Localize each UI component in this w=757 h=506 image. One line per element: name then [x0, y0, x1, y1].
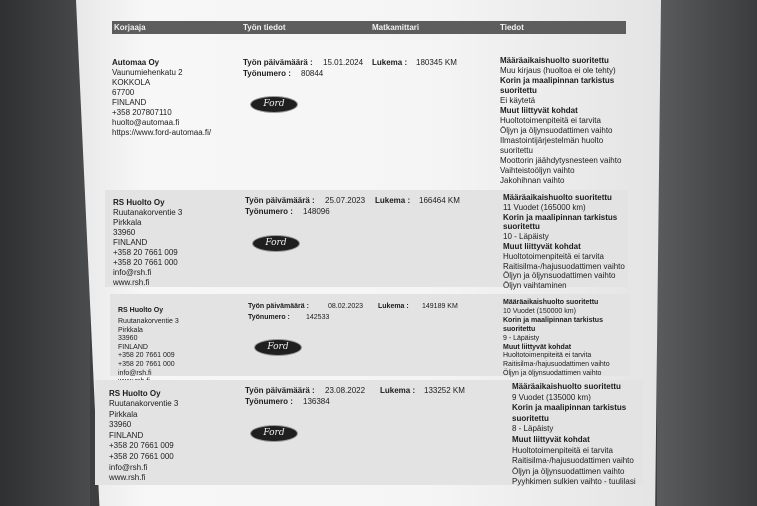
header-odometer: Matkamittari [372, 23, 420, 32]
odometer-label: Lukema : [375, 196, 411, 205]
service-detail-line: Öljyn vaihtaminen [503, 281, 567, 291]
table-header [112, 21, 626, 34]
header-work-info: Työn tiedot [243, 23, 286, 32]
work-date-label: Työn päivämäärä : [245, 386, 315, 395]
work-date-label: Työn päivämäärä : [248, 303, 309, 310]
service-detail-line: Öljyn ja öljynsuodattimen vaihto [500, 126, 613, 135]
service-detail-line: suoritettu [503, 325, 536, 333]
service-detail-line: Ilmastointijärjestelmän huolto [500, 136, 604, 145]
service-detail-line: Korin ja maalipinnan tarkistus [512, 403, 627, 413]
repairer-name: Automaa Oy [112, 58, 160, 67]
work-number-label: Työnumero : [245, 397, 293, 406]
service-detail-line: Määräaikaishuolto suoritettu [503, 193, 612, 202]
odometer-value: 149189 KM [422, 303, 458, 310]
repairer-address-line: www.rsh.fi [109, 473, 146, 483]
odometer-label: Lukema : [372, 58, 408, 67]
work-number-label: Työnumero : [245, 207, 293, 216]
service-detail-line: Muu kirjaus (huoltoa ei ole tehty) [500, 66, 616, 75]
odometer-value: 180345 KM [416, 58, 457, 67]
repairer-address-line: 33960 [109, 420, 132, 430]
repairer-address-line: www.rsh.fi [113, 278, 150, 287]
repairer-name: RS Huolto Oy [118, 307, 164, 314]
ford-logo: Ford [252, 235, 300, 252]
repairer-address-line: KOKKOLA [112, 78, 151, 87]
repairer-address-line: +358 20 7661 009 [109, 441, 174, 451]
repairer-address-line: info@rsh.fi [113, 268, 152, 277]
service-detail-line: Vaihteistoöljyn vaihto [500, 166, 575, 175]
service-detail-line: 9 Vuodet (135000 km) [512, 392, 591, 402]
service-detail-line: Raitisilma-/hajusuodattimen vaihto [503, 261, 625, 271]
repairer-address-line: +358 20 7661 000 [109, 452, 174, 461]
background-right [657, 0, 757, 506]
service-detail-line: Muut liittyvät kohdat [503, 343, 572, 351]
service-detail-line: Ei käytetä [500, 96, 536, 105]
service-detail-line: suoritettu [500, 146, 533, 155]
repairer-name: RS Huolto Oy [109, 389, 161, 398]
service-detail-line: Määräaikaishuolto suoritettu [512, 382, 621, 391]
service-detail-line: Korin ja maalipinnan tarkistus [500, 76, 615, 85]
repairer-address-line: +358 20 7661 009 [113, 248, 178, 257]
odometer-value: 166464 KM [419, 196, 460, 205]
service-detail-line: Huoltotoimenpiteitä ei tarvita [512, 445, 613, 455]
work-number-label: Työnumero : [248, 314, 290, 321]
service-detail-line: Huoltotoimenpiteitä ei tarvita [500, 116, 601, 125]
repairer-address-line: +358 207807110 [112, 108, 172, 117]
odometer-label: Lukema : [380, 386, 416, 395]
service-detail-line: Moottorin jäähdytysnesteen vaihto [500, 156, 622, 165]
repairer-address-line: FINLAND [109, 430, 144, 440]
work-date-value: 23.08.2022 [325, 386, 366, 395]
odometer-value: 133252 KM [424, 386, 465, 395]
service-detail-line: Öljyn ja öljynsuodattimen vaihto [503, 271, 616, 281]
service-detail-line: 9 - Läpäisty [503, 334, 540, 342]
repairer-address-line: 67700 [112, 88, 135, 97]
ford-logo: Ford [254, 339, 302, 356]
repairer-address-line: 33960 [118, 335, 138, 343]
repairer-address-line: info@rsh.fi [118, 369, 152, 377]
service-detail-line: Huoltotoimenpiteitä ei tarvita [503, 352, 592, 360]
work-date-label: Työn päivämäärä : [245, 196, 315, 205]
service-detail-line: Öljyn ja öljynsuodattimen vaihto [503, 370, 602, 378]
repairer-address-line: https://www.ford-automaa.fi/ [112, 128, 212, 137]
work-date-value: 08.02.2023 [328, 303, 364, 310]
work-number-label: Työnumero : [243, 69, 291, 78]
repairer-address-line: Pirkkala [118, 326, 143, 334]
work-number-value: 136384 [303, 397, 330, 406]
repairer-name: RS Huolto Oy [113, 198, 165, 207]
service-detail-line: Määräaikaishuolto suoritettu [500, 56, 609, 65]
service-detail-line: 10 Vuodet (150000 km) [503, 307, 576, 315]
service-detail-line: Huoltotoimenpiteitä ei tarvita [503, 251, 604, 261]
repairer-address-line: info@rsh.fi [109, 462, 148, 472]
repairer-address-line: FINLAND [112, 98, 147, 107]
ford-logo: Ford [250, 96, 298, 113]
service-detail-line: suoritettu [500, 86, 537, 95]
service-detail-line: 11 Vuodet (165000 km) [503, 202, 586, 212]
work-number-value: 142533 [306, 314, 330, 321]
repairer-address-line: Pirkkala [113, 218, 142, 227]
header-repairer: Korjaaja [114, 23, 146, 32]
service-detail-line: 10 - Läpäisty [503, 232, 549, 242]
repairer-address-line: Pirkkala [109, 409, 138, 419]
service-detail-line: Korin ja maalipinnan tarkistus [503, 316, 603, 324]
repairer-address-line: +358 20 7661 009 [118, 352, 175, 360]
service-detail-line: Muut liittyvät kohdat [512, 435, 590, 444]
service-detail-line: Öljyn ja öljynsuodattimen vaihto [512, 466, 625, 476]
ford-logo: Ford [250, 425, 298, 442]
service-detail-line: Pyyhkimen sulkien vaihto - tuulilasi [512, 477, 636, 487]
repairer-address-line: Ruutanakorventie 3 [109, 399, 179, 408]
work-date-value: 25.07.2023 [325, 196, 366, 205]
repairer-address-line: Vaunumiehenkatu 2 [112, 68, 183, 77]
repairer-address-line: Ruutanakorventie 3 [118, 318, 179, 325]
repairer-address-line: 33960 [113, 228, 136, 237]
background-left [0, 0, 90, 506]
service-detail-line: Muut liittyvät kohdat [503, 242, 581, 251]
service-detail-line: Määräaikaishuolto suoritettu [503, 299, 599, 306]
service-detail-line: Korin ja maalipinnan tarkistus [503, 212, 618, 222]
service-detail-line: 8 - Läpäisty [512, 424, 554, 434]
repairer-address-line: FINLAND [113, 238, 148, 247]
service-detail-line: Jakohihnan vaihto [500, 176, 565, 185]
odometer-label: Lukema : [378, 303, 409, 310]
service-detail-line: suoritettu [512, 413, 549, 423]
service-detail-line: suoritettu [503, 222, 540, 232]
repairer-address-line: FINLAND [118, 343, 148, 351]
work-date-label: Työn päivämäärä : [243, 58, 313, 67]
service-detail-line: Raitisilma-/hajusuodattimen vaihto [503, 361, 610, 369]
repairer-address-line: Ruutanakorventie 3 [113, 208, 183, 217]
header-details: Tiedot [500, 23, 524, 32]
repairer-address-line: +358 20 7661 000 [118, 361, 175, 368]
service-detail-line: Muut liittyvät kohdat [500, 106, 578, 115]
work-number-value: 148096 [303, 207, 330, 216]
repairer-address-line: huolto@automaa.fi [112, 118, 180, 127]
work-number-value: 80844 [301, 69, 324, 78]
repairer-address-line: +358 20 7661 000 [113, 258, 178, 267]
service-detail-line: Raitisilma-/hajusuodattimen vaihto [512, 456, 634, 466]
work-date-value: 15.01.2024 [323, 58, 364, 67]
